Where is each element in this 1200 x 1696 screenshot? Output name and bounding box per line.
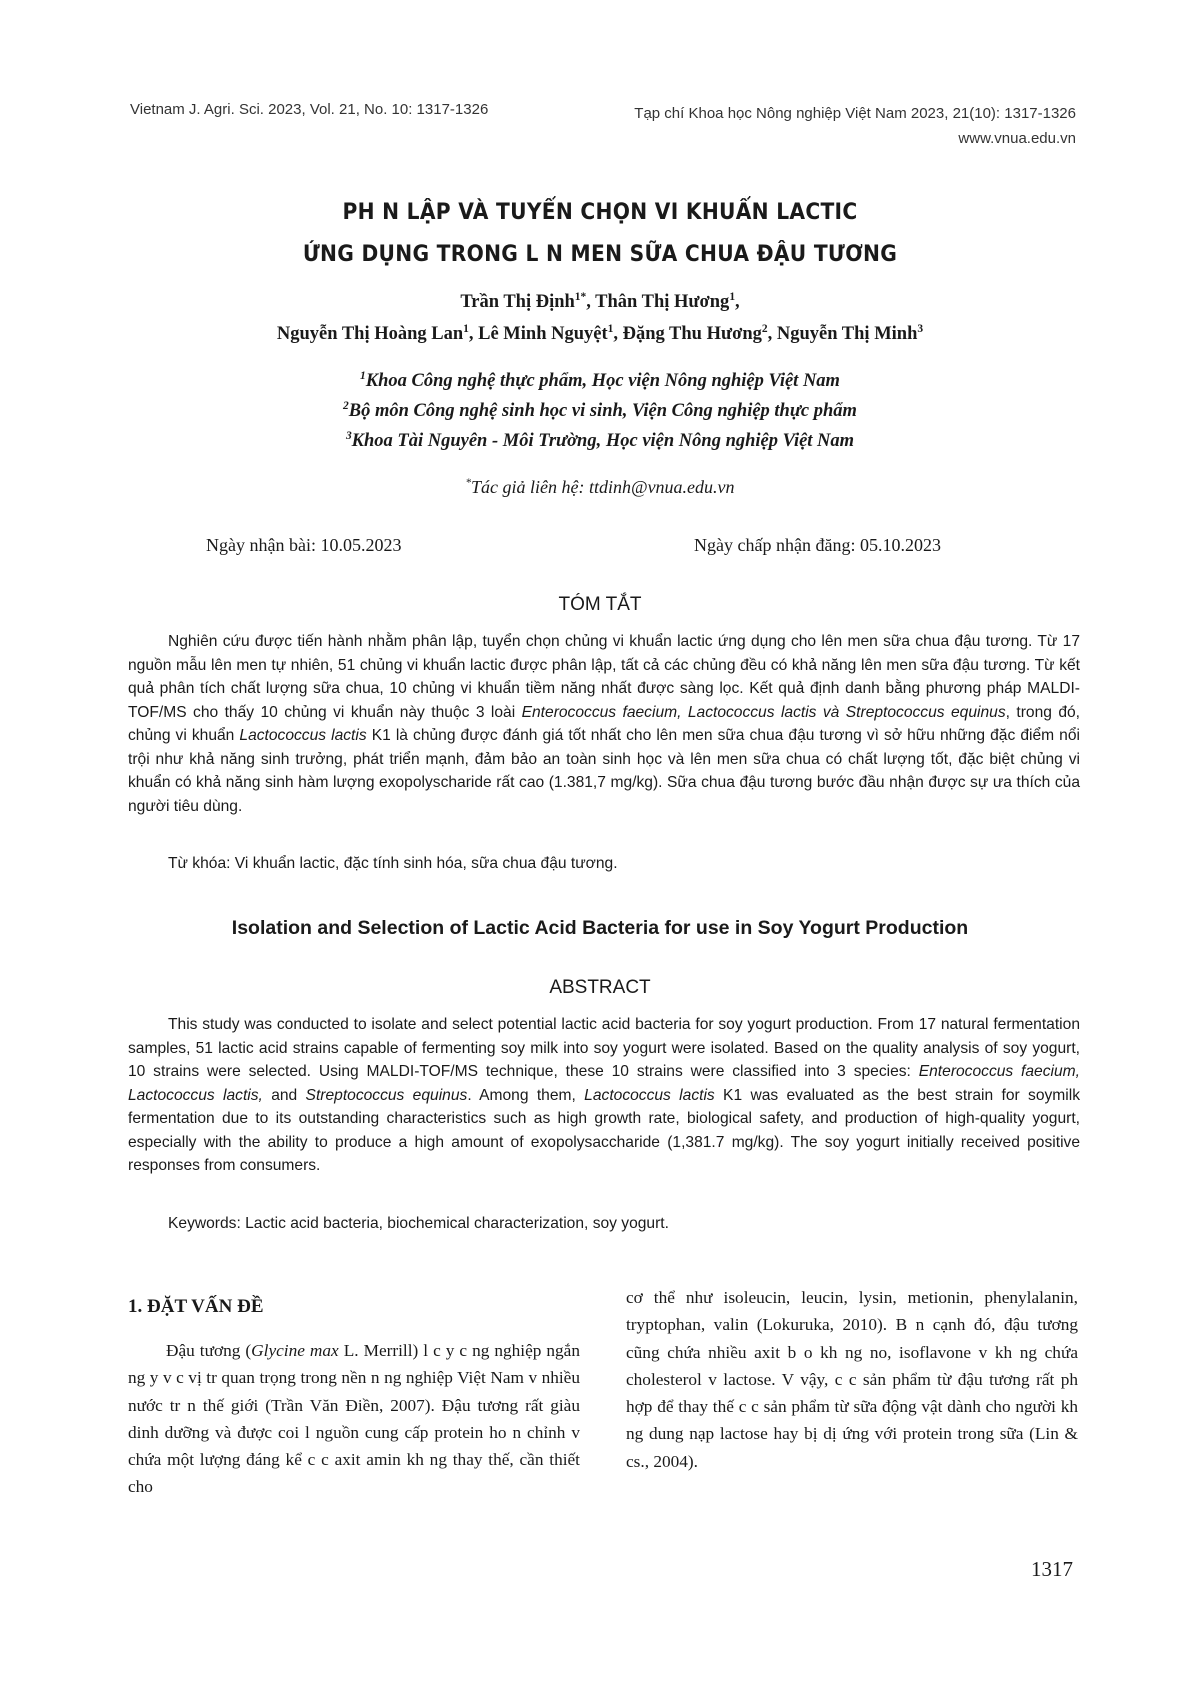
journal-citation-en: Vietnam J. Agri. Sci. 2023, Vol. 21, No. 10: 1317-1326 — [130, 101, 489, 118]
author-name: , Lê Minh Nguyệt — [468, 324, 608, 344]
en-abstract-paragraph — [128, 1013, 1080, 1178]
author-sup: 3 — [917, 322, 924, 335]
author-line-1 — [0, 286, 1200, 318]
species-name: Lactococcus lactis — [239, 727, 367, 744]
affiliation-text: Khoa Công nghệ thực phẩm, Học viện Nông nghiệp Việt Nam — [365, 371, 840, 391]
title-line-1: PH N LẬP VÀ TUYỂN CHỌN VI KHUẨN LACTIC — [342, 200, 858, 225]
author-name: , Đặng Thu Hương — [613, 324, 762, 344]
affiliation-list — [0, 366, 1200, 456]
text-run: L. Merrill) l c y c ng nghiệp ngắn ng y v c vị tr quan trọng trong nền n ng nghiệp Việt Nam v nhiều nước tr n thế giới (Trần Văn Điền, 2007). Đậu tương rất giàu dinh dưỡng và được coi l nguồn cung cấp protein ho n chỉnh v chứa một lượng đáng kể c c axit amin kh ng thay thế, cần thiết cho — [128, 1341, 580, 1497]
vn-keywords: Từ khóa: Vi khuẩn lactic, đặc tính sinh hóa, sữa chua đậu tương. — [168, 855, 618, 872]
text-run: , trong đó, chủng vi khuẩn — [128, 703, 1081, 744]
affiliation-1 — [0, 366, 1200, 396]
page-number: 1317 — [1031, 1557, 1073, 1581]
vn-abstract-heading: TÓM TẮT — [558, 594, 642, 615]
text-run: This study was conducted to isolate and select potential lactic acid bacteria for soy yogurt production. From 17 natural fermentation samples, 51 lactic acid strains capable of fermenting soy milk into soy yogurt were isolated. Based on the quality analysis of soy yogurt, 10 strains were selected. Using MALDI-TOF/MS technique, these 10 strains were classified into 3 species: — [128, 1016, 1080, 1080]
vn-abstract-body — [128, 630, 1080, 818]
author-name: Nguyễn Thị Hoàng Lan — [276, 324, 464, 344]
section-heading-introduction: 1. ĐẶT VẤN ĐỀ — [128, 1296, 264, 1317]
paper-title-en: Isolation and Selection of Lactic Acid Bacteria for use in Soy Yogurt Production — [231, 917, 969, 939]
journal-citation-vn-line: Tạp chí Khoa học Nông nghiệp Việt Nam 2023, 21(10): 1317-1326 — [634, 105, 1076, 122]
species-name: Streptococcus equinus — [305, 1086, 468, 1104]
affiliation-text: Bộ môn Công nghệ sinh học vi sinh, Viện Công nghiệp thực phẩm — [348, 401, 857, 421]
text-run: . Among them, — [467, 1086, 585, 1104]
species-names: Enterococcus faecium, Lactococcus lactis, — [128, 1063, 1080, 1104]
en-abstract-heading: ABSTRACT — [549, 977, 651, 998]
species-name: Lactococcus lactis — [584, 1086, 715, 1104]
text-run: Đậu tương ( — [166, 1341, 252, 1360]
vn-abstract-paragraph — [128, 630, 1080, 818]
text-run: K1 was evaluated as the best strain for soymilk fermentation due to its outstanding characteristics such as high growth rate, biological safety, and production of high-quality yogurt, especially with the ability to produce a high amount of exopolysaccharide (1,381.7 mg/kg). The soy yogurt initially received positive responses from consumers. — [128, 1086, 1081, 1174]
author-name: , Thân Thị Hương — [586, 292, 730, 312]
intro-left-column — [128, 1337, 580, 1501]
intro-right-column — [626, 1284, 1078, 1475]
paper-title-vn — [48, 192, 1152, 276]
intro-paragraph — [128, 1337, 580, 1501]
contact-text: Tác giả liên hệ: ttdinh@vnua.edu.vn — [471, 477, 735, 497]
affiliation-sup: 2 — [343, 399, 349, 412]
contact-sup: * — [465, 477, 472, 489]
affiliation-text: Khoa Tài Nguyên - Môi Trường, Học viện Nông nghiệp Việt Nam — [351, 431, 855, 451]
corresponding-author — [0, 477, 1200, 498]
affiliation-sup: 3 — [345, 429, 352, 442]
author-line-2 — [0, 318, 1200, 350]
author-sep: , — [735, 292, 740, 312]
author-name: , Nguyễn Thị Minh — [767, 324, 918, 344]
species-names: Enterococcus faecium, Lactococcus lactis và Streptococcus equinus — [521, 703, 1006, 721]
text-run: K1 là chủng được đánh giá tốt nhất cho lên men sữa chua đậu tương vì sở hữu những đặc điểm nổi trội như khả năng sinh trưởng, phát triển mạnh, đảm bảo an toàn sinh học và lên men sữa chua có chất lượng tốt, đặc biệt chủng vi khuẩn có khả năng sinh hàm lượng exopolyscharide rất cao (1.381,7 mg/kg). Sữa chua đậu tương bước đầu nhận được sự ưa thích của người tiêu dùng. — [128, 727, 1080, 815]
author-sup: 1* — [574, 290, 587, 303]
author-list — [0, 286, 1200, 350]
affiliation-2 — [0, 396, 1200, 426]
author-name: Trần Thị Định — [460, 292, 575, 312]
affiliation-sup: 1 — [360, 369, 366, 382]
author-sup: 2 — [761, 322, 768, 335]
intro-paragraph-continued: cơ thể như isoleucin, leucin, lysin, metionin, phenylalanin, tryptophan, valin (Lokuruka, 2010). B n cạnh đó, đậu tương cũng chứa nhiều axit b o kh ng no, isoflavone v kh ng chứa cholesterol v lactose. V vậy, c c sản phẩm từ đậu tương rất ph hợp để thay thế c c sản phẩm từ sữa động vật dành cho người kh ng dung nạp lactose hay bị dị ứng với protein trong sữa (Lin & cs., 2004). — [626, 1288, 1078, 1471]
journal-website[interactable]: www.vnua.edu.vn — [958, 130, 1076, 147]
affiliation-3 — [0, 426, 1200, 456]
author-sup: 1 — [729, 290, 736, 303]
accepted-date: Ngày chấp nhận đăng: 05.10.2023 — [694, 535, 941, 555]
text-run: Nghiên cứu được tiến hành nhằm phân lập, tuyển chọn chủng vi khuẩn lactic ứng dụng cho lên men sữa chua đậu tương. Từ 17 nguồn mẫu lên men tự nhiên, 51 chủng vi khuẩn lactic được phân lập, tất cả các chủng đều có khả năng lên men sữa đậu tương. Từ kết quả phân tích chất lượng sữa chua, 10 chủng vi khuẩn tiềm năng nhất được sàng lọc. Kết quả định danh bằng phương pháp MALDI-TOF/MS cho thấy 10 chủng vi khuẩn này thuộc 3 loài — [128, 633, 1080, 721]
author-sup: 1 — [463, 322, 469, 335]
en-abstract-body — [128, 1013, 1080, 1178]
journal-citation-vn — [634, 101, 1076, 151]
en-keywords: Keywords: Lactic acid bacteria, biochemical characterization, soy yogurt. — [168, 1215, 669, 1232]
text-run: and — [262, 1086, 306, 1104]
author-sup: 1 — [607, 322, 614, 335]
received-date: Ngày nhận bài: 10.05.2023 — [206, 535, 402, 555]
species-name: Glycine max — [251, 1341, 339, 1360]
title-line-2: ỨNG DỤNG TRONG L N MEN SỮA CHUA ĐẬU TƯƠNG — [302, 242, 898, 267]
